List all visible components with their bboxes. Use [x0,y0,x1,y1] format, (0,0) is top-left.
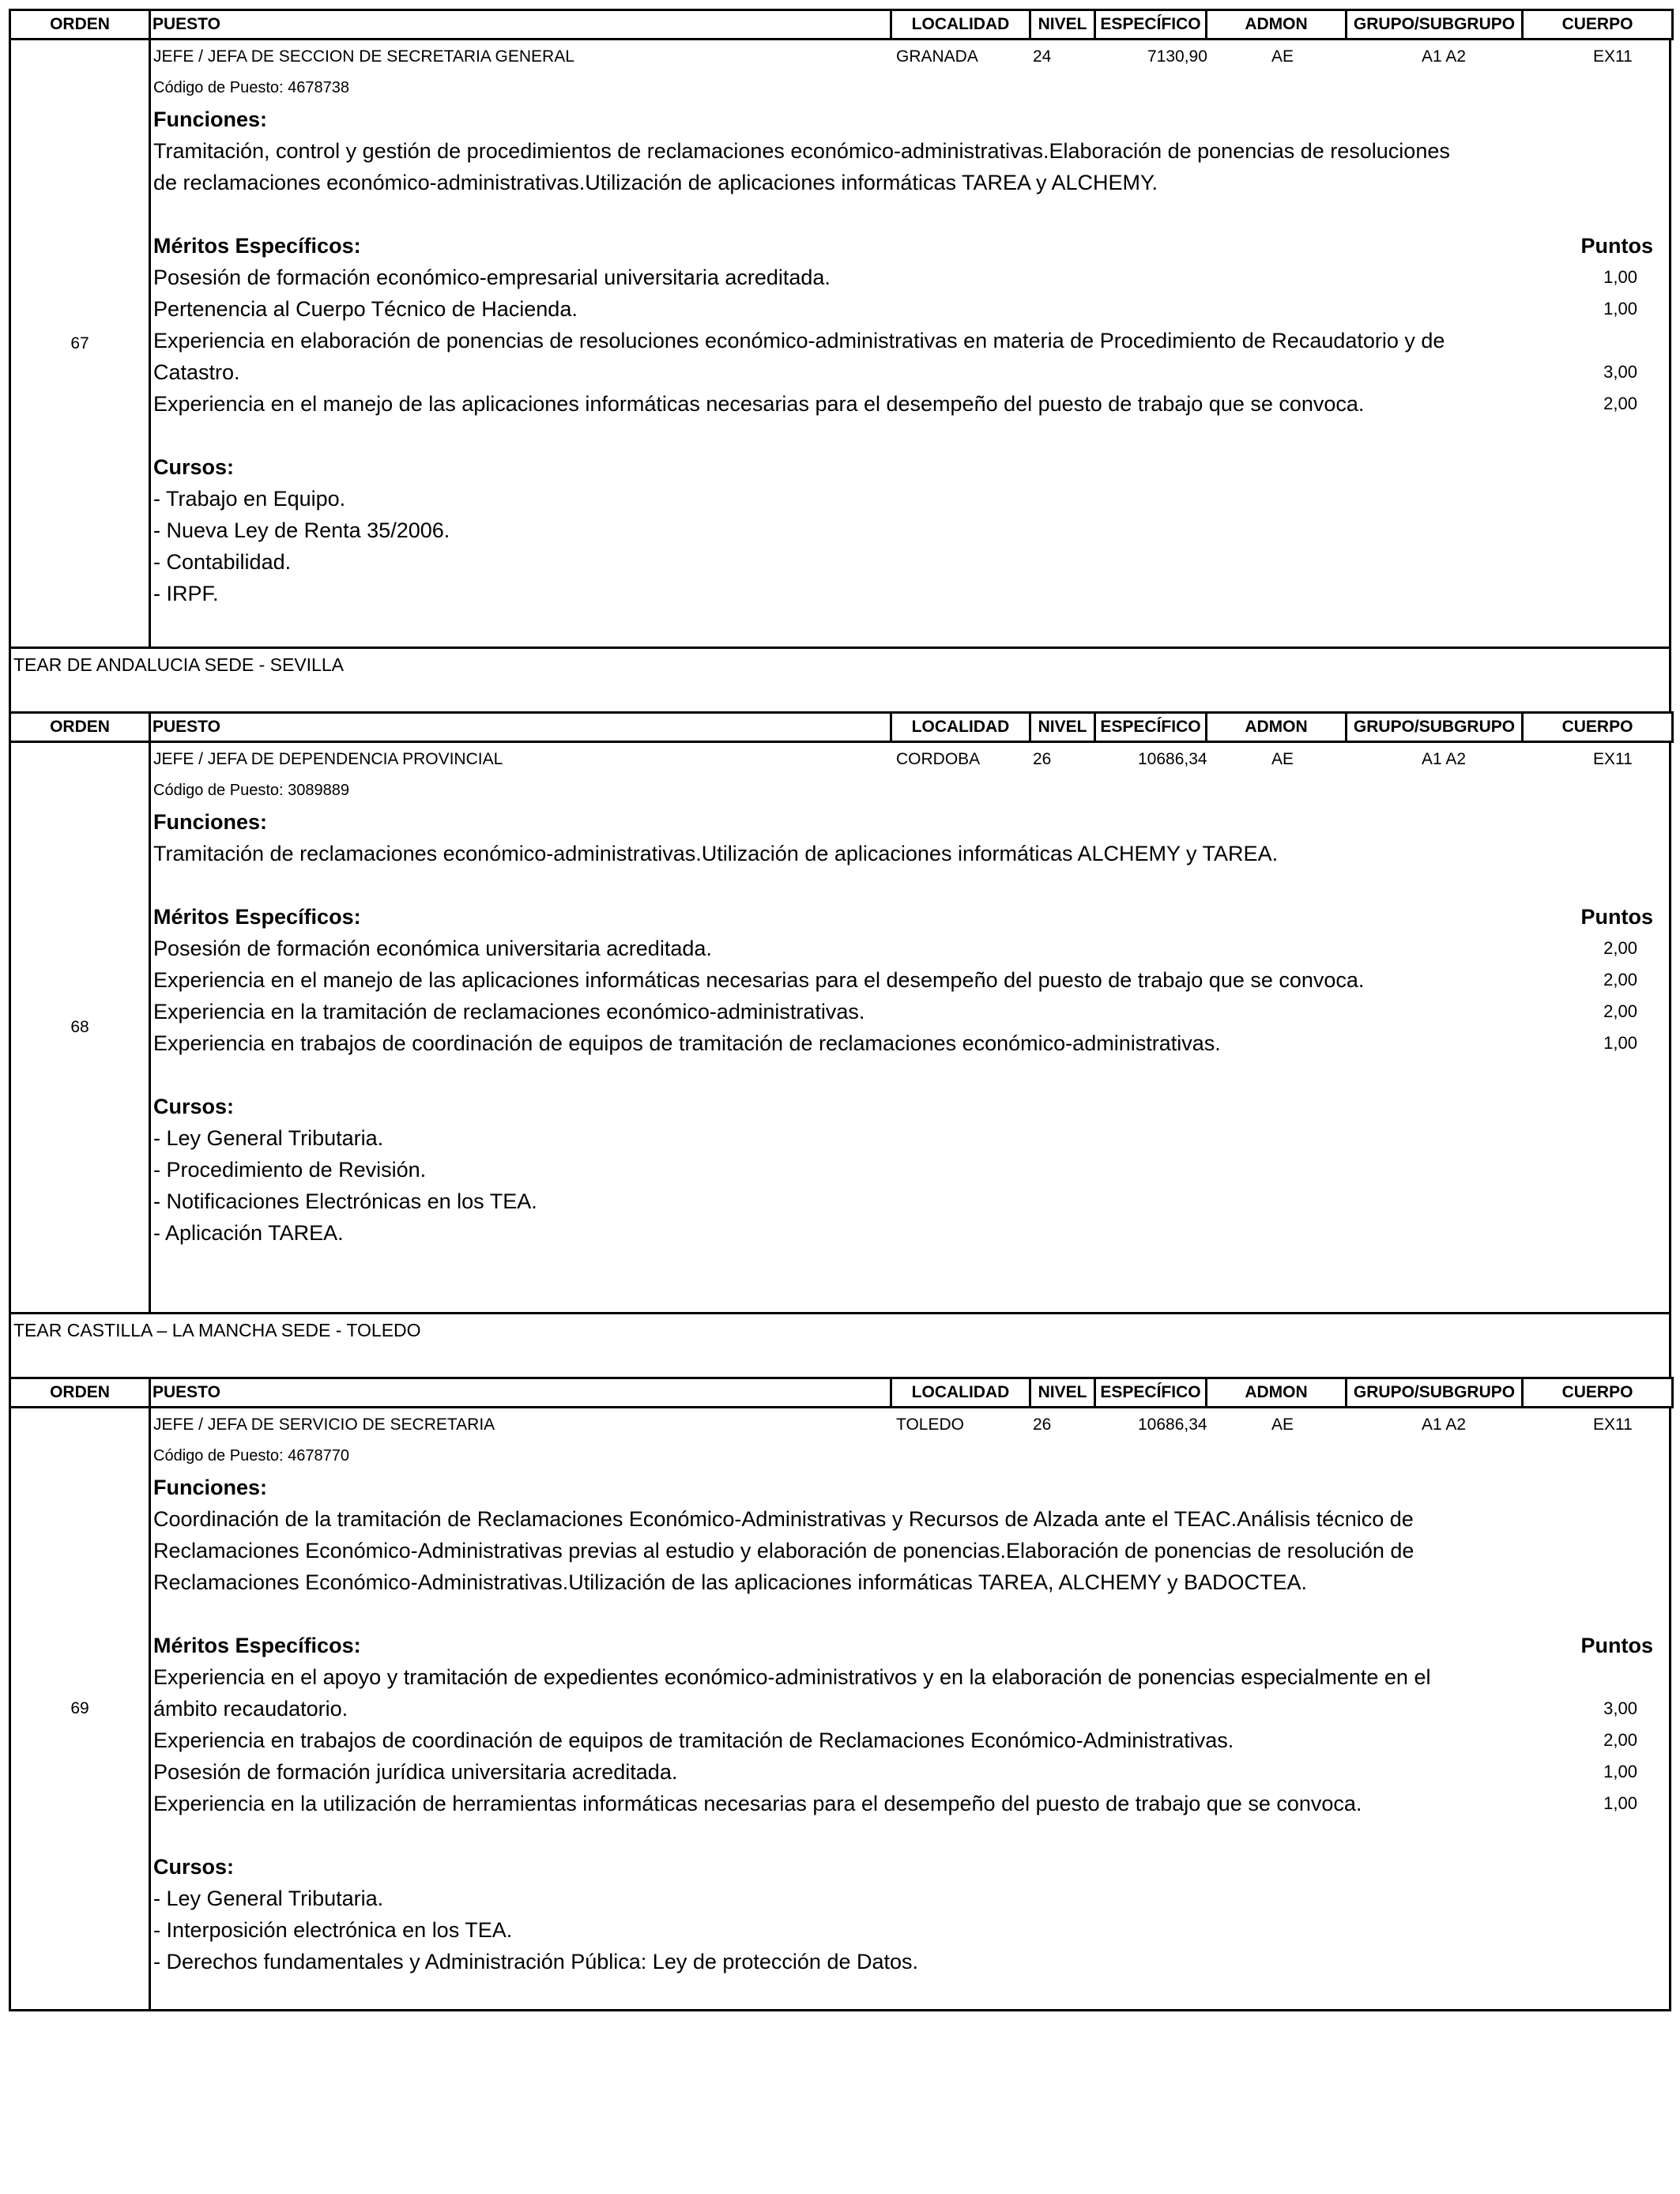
header-grupo: GRUPO/SUBGRUPO [1347,713,1523,742]
header-grupo: GRUPO/SUBGRUPO [1347,1378,1523,1408]
orden-number: 68 [11,743,151,1312]
entry-body [9,40,1671,649]
curso-item: - Notificaciones Electrónicas en los TEA. [153,1189,537,1213]
curso-item: - Aplicación TAREA. [153,1221,344,1245]
merito-item [153,996,1669,1027]
merito-item [153,262,1669,293]
puntos-heading: Puntos [1580,234,1653,258]
curso-item: - Contabilidad. [153,550,292,574]
especifico-value: 10686,34 [1138,750,1207,768]
header-cuerpo: CUERPO [1523,713,1673,742]
merito-puntos: 1,00 [1603,267,1637,287]
merito-item [153,293,1669,325]
merito-text: Experiencia en la utilización de herramientas informáticas necesarias para el desempeño del puesto de trabajo que se convoca. [153,1792,1362,1815]
admon-value: AE [1271,47,1294,66]
merito-text: Experiencia en trabajos de coordinación de equipos de tramitación de reclamaciones económico-administrativas. [153,1031,1221,1055]
region-title: TEAR CASTILLA – LA MANCHA SEDE - TOLEDO [9,1314,1671,1377]
header-cuerpo: CUERPO [1523,10,1673,40]
localidad-value: GRANADA [896,47,978,66]
cursos-heading: Cursos: [153,1095,235,1118]
merito-item [153,1756,1669,1788]
merito-item [153,933,1669,964]
header-localidad: LOCALIDAD [891,1378,1030,1408]
curso-item: - Trabajo en Equipo. [153,487,346,511]
merito-puntos: 1,00 [1603,1762,1637,1781]
puesto-name: JEFE / JEFA DE SECCION DE SECRETARIA GENERAL [153,47,574,66]
funciones-heading: Funciones: [153,1476,268,1499]
funciones-text: Tramitación, control y gestión de procedimientos de reclamaciones económico-administrativas.Elaboración de ponencias de resoluciones de reclamaciones económico-administrativas.Utilización de aplicaciones informáticas TAREA y ALCHEMY. [153,139,1450,194]
merito-text: Experiencia en el manejo de las aplicaciones informáticas necesarias para el desempeño del puesto de trabajo que se convoca. [153,392,1365,416]
post-summary-row [153,1410,1669,1440]
header-grupo: GRUPO/SUBGRUPO [1347,10,1523,40]
merito-item [153,1027,1669,1059]
merito-puntos: 2,00 [1603,1001,1637,1021]
merito-puntos: 2,00 [1603,394,1637,413]
cuerpo-value: EX11 [1593,1416,1633,1434]
document [9,9,1671,2011]
cuerpo-value: EX11 [1593,750,1633,768]
column-header-row [9,9,1674,40]
orden-number: 69 [11,1408,151,2009]
nivel-value: 26 [1033,1416,1052,1434]
header-admon: ADMON [1207,1378,1347,1408]
merito-puntos: 2,00 [1603,970,1637,990]
merito-puntos: 3,00 [1603,1698,1637,1718]
funciones-text: Tramitación de reclamaciones económico-administrativas.Utilización de aplicaciones informáticas ALCHEMY y TAREA. [153,842,1279,865]
funciones-heading: Funciones: [153,810,268,834]
curso-item: - Nueva Ley de Renta 35/2006. [153,518,450,542]
merito-text: Experiencia en elaboración de ponencias de resoluciones económico-administrativas en materia de Procedimiento de Recaudatorio y de Catastro. [153,329,1445,384]
merito-puntos: 2,00 [1603,938,1637,958]
curso-item: - Derechos fundamentales y Administración Pública: Ley de protección de Datos. [153,1950,919,1973]
codigo-puesto: Código de Puesto: 4678770 [153,1447,349,1465]
merito-item [153,1725,1669,1756]
cursos-heading: Cursos: [153,1855,235,1879]
merito-text: Posesión de formación jurídica universitaria acreditada. [153,1760,678,1784]
especifico-value: 7130,90 [1147,47,1207,66]
meritos-heading: Méritos Específicos: [153,234,361,258]
entry-body [9,743,1671,1314]
post-summary-row [153,42,1669,72]
funciones-heading: Funciones: [153,107,268,131]
cuerpo-value: EX11 [1593,47,1633,66]
grupo-value: A1 A2 [1422,47,1467,66]
header-especifico: ESPECÍFICO [1095,10,1207,40]
admon-value: AE [1271,750,1294,768]
merito-item [153,388,1669,420]
curso-item: - Ley General Tributaria. [153,1126,384,1150]
merito-puntos: 1,00 [1603,1033,1637,1053]
header-especifico: ESPECÍFICO [1095,713,1207,742]
header-nivel: NIVEL [1030,1378,1095,1408]
puesto-name: JEFE / JEFA DE DEPENDENCIA PROVINCIAL [153,750,503,768]
puesto-name: JEFE / JEFA DE SERVICIO DE SECRETARIA [153,1416,495,1434]
orden-number: 67 [11,40,151,647]
region-title: TEAR DE ANDALUCIA SEDE - SEVILLA [9,649,1671,711]
localidad-value: TOLEDO [896,1416,964,1434]
header-orden: ORDEN [10,1378,150,1408]
column-header-row [9,1377,1674,1408]
merito-text: Experiencia en el manejo de las aplicaciones informáticas necesarias para el desempeño del puesto de trabajo que se convoca. [153,968,1365,992]
header-puesto: PUESTO [150,1378,891,1408]
merito-item [153,1661,1669,1725]
curso-item: - IRPF. [153,582,219,605]
cursos-heading: Cursos: [153,455,235,479]
admon-value: AE [1271,1416,1294,1434]
post-summary-row [153,745,1669,775]
merito-puntos: 1,00 [1603,1793,1637,1813]
merito-item [153,1788,1669,1819]
header-puesto: PUESTO [150,10,891,40]
header-nivel: NIVEL [1030,713,1095,742]
codigo-puesto: Código de Puesto: 3089889 [153,782,349,799]
grupo-value: A1 A2 [1422,1416,1467,1434]
puntos-heading: Puntos [1580,905,1653,929]
meritos-heading: Méritos Específicos: [153,1634,361,1657]
merito-puntos: 1,00 [1603,299,1637,319]
grupo-value: A1 A2 [1422,750,1467,768]
header-admon: ADMON [1207,10,1347,40]
funciones-text: Coordinación de la tramitación de Reclamaciones Económico-Administrativas y Recursos de Alzada ante el TEAC.Análisis técnico de Reclamaciones Económico-Administrativas previas al estudio y elaboración de ponencias.Elaboración de ponencias de resolución de Reclamaciones Económico-Administrativas.Utilización de las aplicaciones informáticas TAREA, ALCHEMY y BADOCTEA. [153,1507,1414,1594]
curso-item: - Procedimiento de Revisión. [153,1158,427,1182]
merito-item [153,325,1669,388]
header-orden: ORDEN [10,10,150,40]
puntos-heading: Puntos [1580,1634,1653,1657]
header-localidad: LOCALIDAD [891,713,1030,742]
header-orden: ORDEN [10,713,150,742]
merito-item [153,964,1669,996]
nivel-value: 26 [1033,750,1052,768]
merito-text: Experiencia en la tramitación de reclamaciones económico-administrativas. [153,1000,865,1023]
header-puesto: PUESTO [150,713,891,742]
merito-puntos: 3,00 [1603,362,1637,382]
curso-item: - Ley General Tributaria. [153,1887,384,1910]
merito-text: Posesión de formación económica universitaria acreditada. [153,937,712,960]
merito-text: Experiencia en trabajos de coordinación de equipos de tramitación de Reclamaciones Económico-Administrativas. [153,1728,1234,1752]
header-localidad: LOCALIDAD [891,10,1030,40]
codigo-puesto: Código de Puesto: 4678738 [153,79,349,96]
header-nivel: NIVEL [1030,10,1095,40]
merito-text: Posesión de formación económico-empresarial universitaria acreditada. [153,266,831,289]
header-cuerpo: CUERPO [1523,1378,1673,1408]
merito-text: Pertenencia al Cuerpo Técnico de Hacienda. [153,297,578,321]
column-header-row [9,711,1674,743]
header-especifico: ESPECÍFICO [1095,1378,1207,1408]
merito-text: Experiencia en el apoyo y tramitación de expedientes económico-administrativos y en la elaboración de ponencias especialmente en el ámbito recaudatorio. [153,1665,1431,1721]
header-admon: ADMON [1207,713,1347,742]
entry-body [9,1408,1671,2011]
meritos-heading: Méritos Específicos: [153,905,361,929]
especifico-value: 10686,34 [1138,1416,1207,1434]
merito-puntos: 2,00 [1603,1730,1637,1750]
localidad-value: CORDOBA [896,750,981,768]
nivel-value: 24 [1033,47,1052,66]
curso-item: - Interposición electrónica en los TEA. [153,1918,513,1942]
